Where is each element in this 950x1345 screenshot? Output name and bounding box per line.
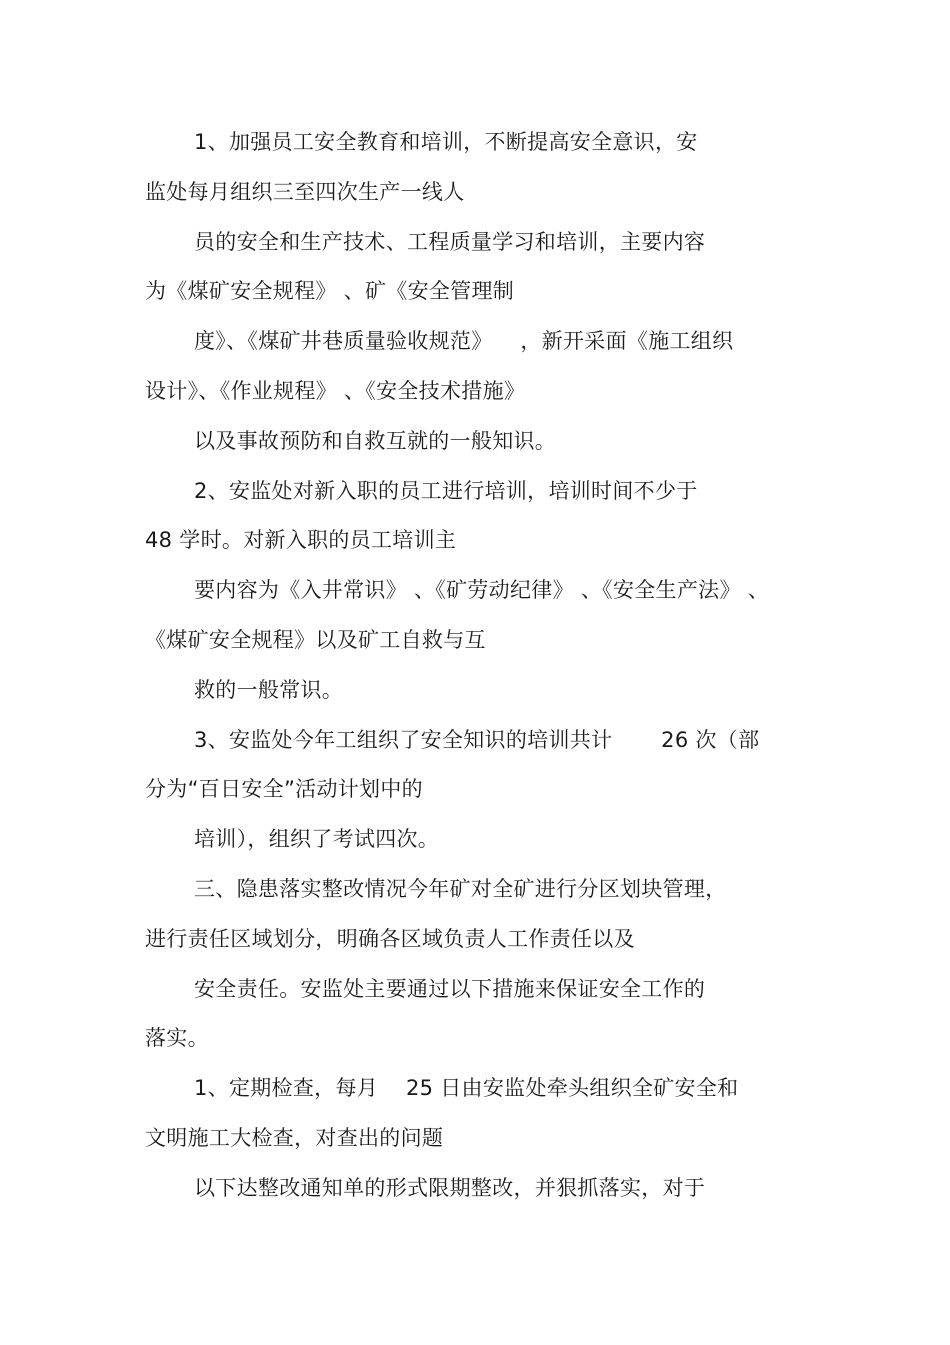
text-line: 员的安全和生产技术、工程质量学习和培训，主要内容: [194, 230, 706, 254]
text-line: 文明施工大检查，对查出的问题: [145, 1126, 444, 1150]
text-line: 监处每月组织三至四次生产一线人: [145, 180, 465, 204]
text-line: 度》、《煤矿井巷质量验收规范》 ，新开采面《施工组织: [194, 329, 734, 353]
text-line: 1、定期检查，每月 25 日由安监处牵头组织全矿安全和: [194, 1076, 739, 1100]
text-line: 2、安监处对新入职的员工进行培训，培训时间不少于: [194, 479, 698, 503]
text-line: 落实。: [145, 1026, 209, 1050]
text-line: 设计》、《作业规程》 、《安全技术措施》: [145, 379, 526, 403]
text-line: 3、安监处今年工组织了安全知识的培训共计 26 次（部: [194, 728, 760, 752]
text-line: 以下达整改通知单的形式限期整改，并狠抓落实，对于: [194, 1176, 706, 1200]
text-line: 1、加强员工安全教育和培训，不断提高安全意识，安: [194, 130, 698, 154]
text-line: 《煤矿安全规程》以及矿工自救与互: [145, 628, 486, 652]
text-line: 为《煤矿安全规程》 、矿《安全管理制: [145, 279, 515, 303]
text-line: 安全责任。安监处主要通过以下措施来保证安全工作的: [194, 977, 706, 1001]
text-line: 以及事故预防和自救互就的一般知识。: [194, 429, 557, 453]
text-line: 培训），组织了考试四次。: [194, 827, 440, 851]
text-line: 分为“百日安全”活动计划中的: [145, 777, 423, 801]
text-line: 48 学时。对新入职的员工培训主: [145, 528, 457, 552]
text-line: 要内容为《入井常识》 、《矿劳动纪律》 、《安全生产法》 、: [194, 578, 770, 602]
text-line: 三、隐患落实整改情况今年矿对全矿进行分区划块管理，: [194, 877, 727, 901]
text-line: 进行责任区域划分，明确各区域负责人工作责任以及: [145, 927, 635, 951]
text-line: 救的一般常识。: [194, 678, 344, 702]
